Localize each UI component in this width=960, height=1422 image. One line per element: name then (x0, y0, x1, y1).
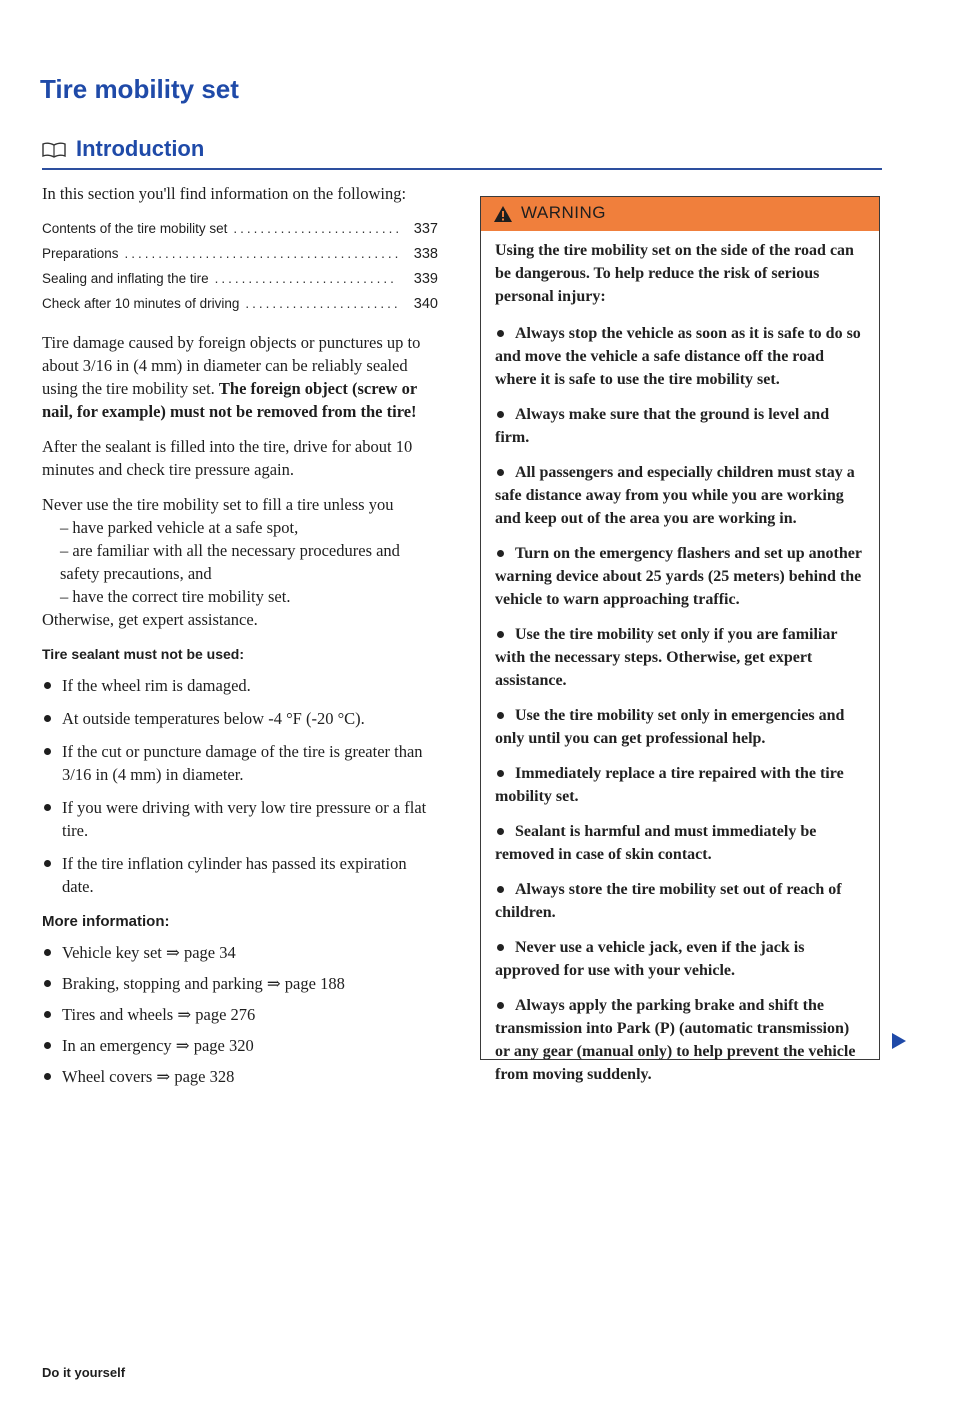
toc-row[interactable] (42, 267, 438, 292)
list-item: Sealant is harmful and must immediately be removed in case of skin contact. (495, 820, 867, 866)
section-header (42, 138, 882, 170)
list-item: All passengers and especially children must stay a safe distance away from you while you are working and keep out of the area you are working in. (495, 461, 867, 530)
damage-paragraph (42, 331, 438, 423)
never-item: – have parked vehicle at a safe spot, (60, 518, 299, 537)
footer-label: Do it yourself (42, 1365, 126, 1380)
list-item: Always stop the vehicle as soon as it is safe to do so and move the vehicle a safe distance off the road where it is safe to use the tire mobility set. (495, 322, 867, 391)
never-item: – are familiar with all the necessary procedures and safety precautions, and (60, 541, 400, 583)
never-paragraph (42, 493, 438, 631)
list-item: Always store the tire mobility set out of reach of children. (495, 878, 867, 924)
toc-label: Sealing and inflating the tire (42, 271, 209, 286)
toc-row[interactable] (42, 217, 438, 242)
warning-intro: Using the tire mobility set on the side of the road can be dangerous. To help reduce the risk of serious personal injury: (495, 242, 854, 305)
toc-row[interactable] (42, 292, 438, 317)
list-item: If the tire inflation cylinder has passed its expiration date. (42, 852, 438, 898)
book-icon (42, 142, 66, 158)
toc-row[interactable] (42, 242, 438, 267)
cross-reference-link[interactable]: Tires and wheels ⇒ page 276 (42, 1003, 438, 1026)
list-item: Always make sure that the ground is level and firm. (495, 403, 867, 449)
toc-leader (125, 242, 398, 265)
list-item: Always apply the parking brake and shift the transmission into Park (P) (automatic transmission) or any gear (manual only) to help prevent the vehicle from moving suddenly. (495, 994, 867, 1086)
warning-list (495, 322, 867, 1086)
more-info-heading: More information: (42, 913, 170, 930)
list-item: If the cut or puncture damage of the tire is greater than 3/16 in (4 mm) in diameter. (42, 740, 438, 786)
warning-body (481, 231, 879, 1086)
toc-page: 340 (413, 296, 438, 312)
chapter-title: Tire mobility set (40, 74, 239, 104)
warning-title: WARNING (521, 203, 607, 222)
cross-reference-link[interactable]: Vehicle key set ⇒ page 34 (42, 941, 438, 964)
intro-lead: In this section you'll find information on the following: (42, 184, 407, 203)
list-item: If you were driving with very low tire pressure or a flat tire. (42, 796, 438, 842)
continue-arrow-icon (891, 1032, 907, 1050)
toc-list (42, 217, 438, 317)
list-item: Immediately replace a tire repaired with the tire mobility set. (495, 762, 867, 808)
toc-page: 337 (413, 221, 438, 237)
left-column (42, 182, 438, 1096)
cross-reference-link[interactable]: In an emergency ⇒ page 320 (42, 1034, 438, 1057)
more-info-list (42, 941, 438, 1088)
toc-leader (215, 267, 398, 290)
toc-leader (233, 217, 398, 240)
sealant-heading: Tire sealant must not be used: (42, 646, 245, 662)
list-item: Never use a vehicle jack, even if the jack is approved for use with your vehicle. (495, 936, 867, 982)
warning-triangle-icon (493, 205, 513, 223)
section-title: Introduction (76, 136, 205, 161)
toc-page: 339 (413, 271, 438, 287)
never-end: Otherwise, get expert assistance. (42, 610, 258, 629)
list-item: Turn on the emergency flashers and set up another warning device about 25 yards (25 meters) behind the vehicle to warn approaching traffic. (495, 542, 867, 611)
warning-header (481, 197, 879, 231)
toc-label: Contents of the tire mobility set (42, 221, 228, 236)
toc-leader (245, 292, 398, 315)
toc-label: Preparations (42, 246, 119, 261)
toc-label: Check after 10 minutes of driving (42, 296, 240, 311)
cross-reference-link[interactable]: Wheel covers ⇒ page 328 (42, 1065, 438, 1088)
list-item: Use the tire mobility set only if you are familiar with the necessary steps. Otherwise, get expert assistance. (495, 623, 867, 692)
list-item: Use the tire mobility set only in emergencies and only until you can get professional help. (495, 704, 867, 750)
damage-text: Tire damage caused by foreign objects or punctures up to about 3/16 in (4 mm) in diameter can be reliably sealed using the tire mobility set. (42, 333, 421, 398)
after-paragraph: After the sealant is filled into the tire, drive for about 10 minutes and check tire pressure again. (42, 437, 413, 479)
warning-box (480, 196, 880, 1083)
list-item: At outside temperatures below -4 °F (-20 °C). (42, 707, 438, 730)
list-item: If the wheel rim is damaged. (42, 674, 438, 697)
toc-page: 338 (413, 246, 438, 262)
never-item: – have the correct tire mobility set. (60, 587, 291, 606)
never-lead: Never use the tire mobility set to fill a tire unless you (42, 495, 394, 514)
sealant-list (42, 674, 438, 898)
cross-reference-link[interactable]: Braking, stopping and parking ⇒ page 188 (42, 972, 438, 995)
damage-bold: The foreign object (screw or nail, for example) must not be removed from the tire! (42, 379, 417, 421)
